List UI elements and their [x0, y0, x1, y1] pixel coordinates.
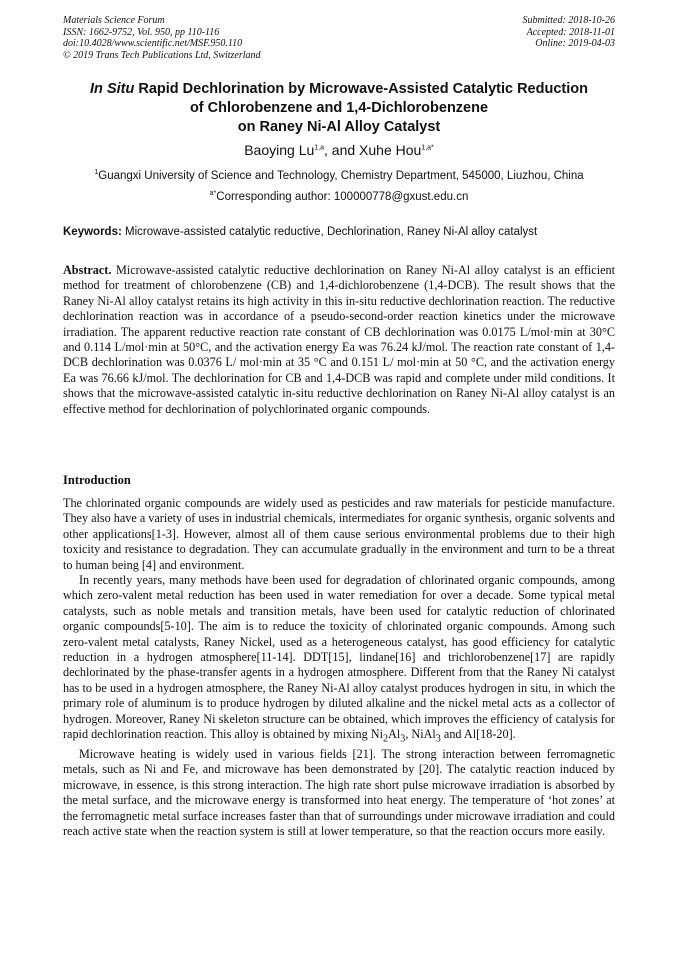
journal-name: Materials Science Forum — [63, 15, 165, 26]
keywords-label: Keywords: — [63, 226, 122, 238]
affiliation — [40, 170, 638, 182]
affiliation-text: Guangxi University of Science and Technology, Chemistry Department, 545000, Liuzhou, China — [98, 170, 584, 182]
journal-copyright: © 2019 Trans Tech Publications Ltd, Switzerland — [63, 49, 261, 61]
author-name: , and Xuhe Hou — [324, 142, 422, 158]
paragraph: The chlorinated organic compounds are widely used as pesticides and raw materials for pesticide manufacture. They also have a variety of uses in industrial chemicals, intermediates for organic synthesis, organic solvents and other applications[1-3]. However, almost all of them cause serious environmental problems due to their high toxicity and resistance to degradation. They can accumulate gradually in the environment and turn to be a threat to human being [4] and environment. — [63, 496, 615, 572]
journal-doi: doi:10.4028/www.scientific.net/MSF.950.110 — [63, 38, 243, 50]
abstract-text: Microwave-assisted catalytic reductive dechlorination on Raney Ni-Al alloy catalyst is an efficient method for treatment of chlorobenzene (CB) and 1,4-dichlorobenzene (1,4-DCB). The result shows that the Raney Ni-Al alloy catalyst retains its high activity in this in-situ reductive dechlorination reaction. The reductive dechlorination reaction was in accordance of a pseudo-second-order reaction kinetics under the microwave irradiation. The apparent reductive reaction rate constant of CB dechlorination was 0.0175 L/mol·min at 30°C and 0.114 L/mol·min at 50°C, and the activation energy Ea was 76.24 kJ/mol. The reaction rate constant of 1,4-DCB dechlorination was 0.0376 L/ mol·min at 35 °C and 0.151 L/ mol·min at 50 °C, and the activation energy Ea was 76.66 kJ/mol. The dechlorination for CB and 1,4-DCB was rapid and complete under mild conditions. It shows that the microwave-assisted catalytic in-situ reductive dechlorination on Raney Ni-Al alloy catalyst is an effective method for dechlorination of polychlorinated organic compounds. — [63, 263, 615, 416]
corresponding-sup: a* — [209, 190, 217, 198]
paper-title — [40, 80, 638, 137]
paragraph: Microwave heating is widely used in various fields [21]. The strong interaction between ferromagnetic metals, such as Ni and Fe, and microwave has been demonstrated by [20]. The catalytic reaction induced by microwave, in essence, is this strong interaction. The high rate short pulse microwave irradiation is absorbed by the metal surface, and the microwave energy is transformed into heat energy. The temperature of ‘hot zones’ at the ferromagnetic metal surface increases faster than that of surroundings under microwave irradiation and could reach active state when the reaction system is still at lower temperature, so that the reaction occurs more easily. — [63, 746, 615, 838]
author-list — [40, 142, 638, 158]
abstract-label: Abstract. — [63, 263, 112, 277]
online-date: Online: 2019-04-03 — [535, 38, 615, 50]
author-affil-sup: 1,a — [314, 144, 325, 152]
introduction-body — [63, 496, 615, 839]
journal-issn: ISSN: 1662-9752, Vol. 950, pp 110-116 — [63, 26, 220, 38]
author-name: Baoying Lu — [244, 142, 315, 158]
section-heading-introduction: Introduction — [63, 473, 131, 487]
corresponding-email: Corresponding author: 100000778@gxust.edu.cn — [216, 191, 469, 203]
abstract — [63, 263, 615, 417]
title-italic: In Situ — [90, 81, 135, 97]
title-line1: Rapid Dechlorination by Microwave-Assisted Catalytic Reduction — [134, 81, 588, 97]
corresponding-author — [40, 191, 638, 203]
paragraph: In recently years, many methods have been used for degradation of chlorinated organic compounds, among which zero-valent metal reduction has been used in water remediation for over a decade. Some typical metal catalysts, such as noble metals and transition metals, have been used for catalytic reduction of chlorinated organic compounds[5-10]. The aim is to reduce the toxicity of chlorinated organic compounds. Among such zero-valent metal catalysts, Raney Nickel, used as a heterogeneous catalyst, has good efficiency for catalytic reduction in a hydrogen atmosphere[11-14]. DDT[15], lindane[16] and trichlorobenzene[17] are rapidly dechlorinated by the phase-transfer agents in a hydrogen atmosphere. Different from that the Raney Ni catalyst has to be used in a hydrogen atmosphere, the Raney Ni-Al alloy catalyst produces hydrogen in situ, in which the primary role of aluminum is to produce hydrogen by diluted alkaline and the nickel metal acts as a collector of hydrogen. Moreover, Raney Ni skeleton structure can be obtained, which improves the efficiency of catalysis for rapid dechlorination reaction. This alloy is obtained by mixing $Ni_2Al_3$, NiAl$_3$ and Al[18-20]. — [63, 573, 615, 745]
keywords-text: Microwave-assisted catalytic reductive, Dechlorination, Raney Ni-Al alloy catalyst — [121, 226, 538, 238]
affiliation-sup: 1 — [94, 169, 99, 177]
title-line3: on Raney Ni-Al Alloy Catalyst — [237, 119, 441, 135]
journal-header — [63, 15, 261, 61]
dates-header — [523, 15, 616, 50]
author-affil-sup: 1,a* — [421, 144, 434, 152]
title-line2: of Chlorobenzene and 1,4-Dichlorobenzene — [189, 100, 489, 116]
accepted-date: Accepted: 2018-11-01 — [526, 26, 615, 38]
submitted-date: Submitted: 2018-10-26 — [522, 15, 615, 26]
keywords — [63, 226, 623, 238]
